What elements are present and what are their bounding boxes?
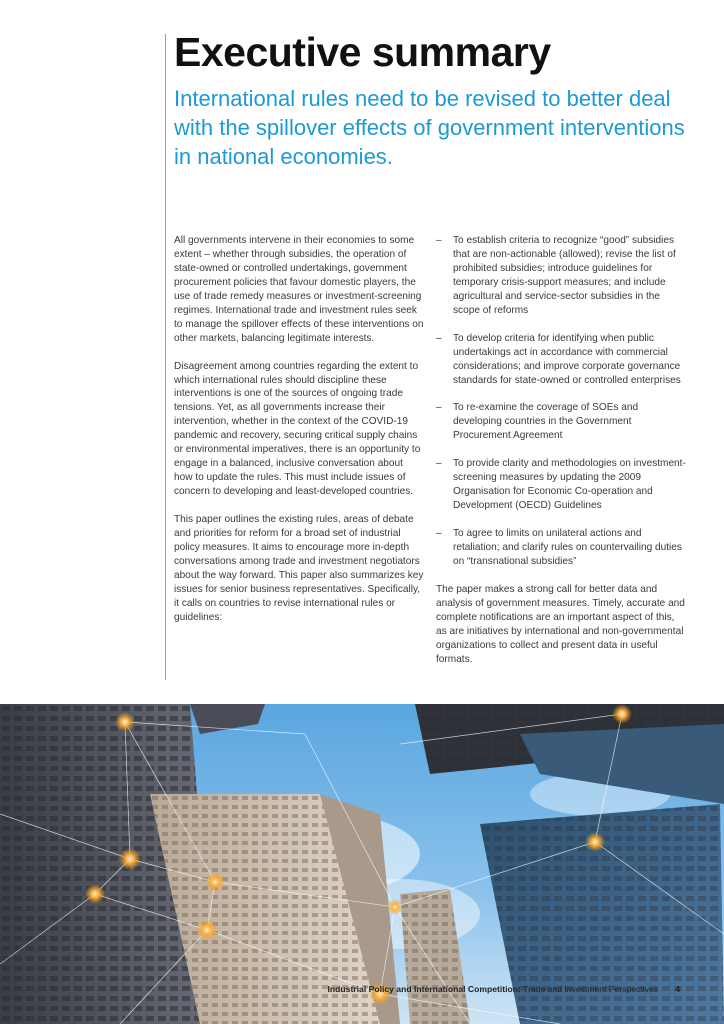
footer-report-title-bold: Industrial Policy and International Competition: (327, 984, 521, 994)
list-item (436, 234, 686, 318)
dash-marker: – (436, 402, 442, 414)
footer-report-title-rest: Trade and Investment Perspectives (520, 984, 658, 994)
right-column (436, 234, 686, 666)
page-footer (0, 984, 724, 996)
body-paragraph: Disagreement among countries regarding the extent to which international rules should discipline these interventions is one of the sources of ongoing trade tensions. Yet, as all governments increase their intervention, whether in the context of the COVID-19 pandemic and recovery, securing critical supply chains or environmental imperatives, there is an opportunity to engage in a balanced, inclusive conversation about how to update the rules. This must include issues of concern to developing and least-developed countries. (174, 360, 421, 498)
page-number: 4 (675, 984, 680, 994)
dash-marker: – (436, 332, 442, 344)
list-item-text: To provide clarity and methodologies on investment-screening measures by updating the 2009 Organisation for Economic Co-operation and Development (OECD) Guidelines (453, 458, 686, 512)
list-item-text: To re-examine the coverage of SOEs and developing countries in the Government Procurement Agreement (453, 402, 639, 442)
list-item-text: To establish criteria to recognize “good” subsidies that are non-actionable (allowed); revise the list of prohibited subsidies; introduce guidelines for temporary crisis-support measures; and include agricultural and service-sector subsidies in the scope of reforms (453, 235, 676, 316)
list-item-text: To agree to limits on unilateral actions and retaliation; and clarify rules on countervailing duties on “transnational subsidies” (453, 527, 682, 567)
skyscrapers-network-photo (0, 704, 724, 1024)
page-subtitle: International rules need to be revised to better deal with the spillover effects of government interventions in national economies. (174, 86, 685, 169)
dash-marker: – (436, 458, 442, 470)
footer-report-title (328, 984, 658, 994)
left-column (174, 234, 424, 639)
list-item (436, 527, 686, 569)
list-item-text: To develop criteria for identifying when public undertakings act in accordance with commercial considerations; and improve corporate governance standards for state-owned or controlled enterprises (453, 332, 681, 386)
vertical-rule (165, 34, 166, 680)
list-item (436, 457, 686, 513)
list-item (436, 332, 686, 388)
list-item (436, 401, 686, 443)
dash-marker: – (436, 235, 442, 246)
page-title: Executive summary (174, 29, 551, 75)
closing-paragraph: The paper makes a strong call for better data and analysis of government measures. Timely, accurate and complete notifications are an important aspect of this, as are initiatives by international and non-governmental organizations to collect and present data in useful formats. (436, 583, 685, 665)
body-paragraph: All governments intervene in their economies to some extent – whether through subsidies, the operation of state-owned or controlled undertakings, government procurement policies that favour domestic players, the use of trade remedy measures or investment-screening regimes. International trade and investment rules seek to manage the spillover effects of these interventions on other markets, balancing legitimate interests. (174, 235, 424, 344)
dash-marker: – (436, 527, 442, 539)
recommendation-list (436, 234, 686, 569)
body-paragraph: This paper outlines the existing rules, areas of debate and priorities for reform for a broad set of industrial policy measures. It aims to encourage more in-depth conversations among trade and investment negotiators about the way forward. This paper also summarizes key issues for senior business representatives. Specifically, it calls on countries to revise international rules or guidelines: (174, 514, 424, 623)
